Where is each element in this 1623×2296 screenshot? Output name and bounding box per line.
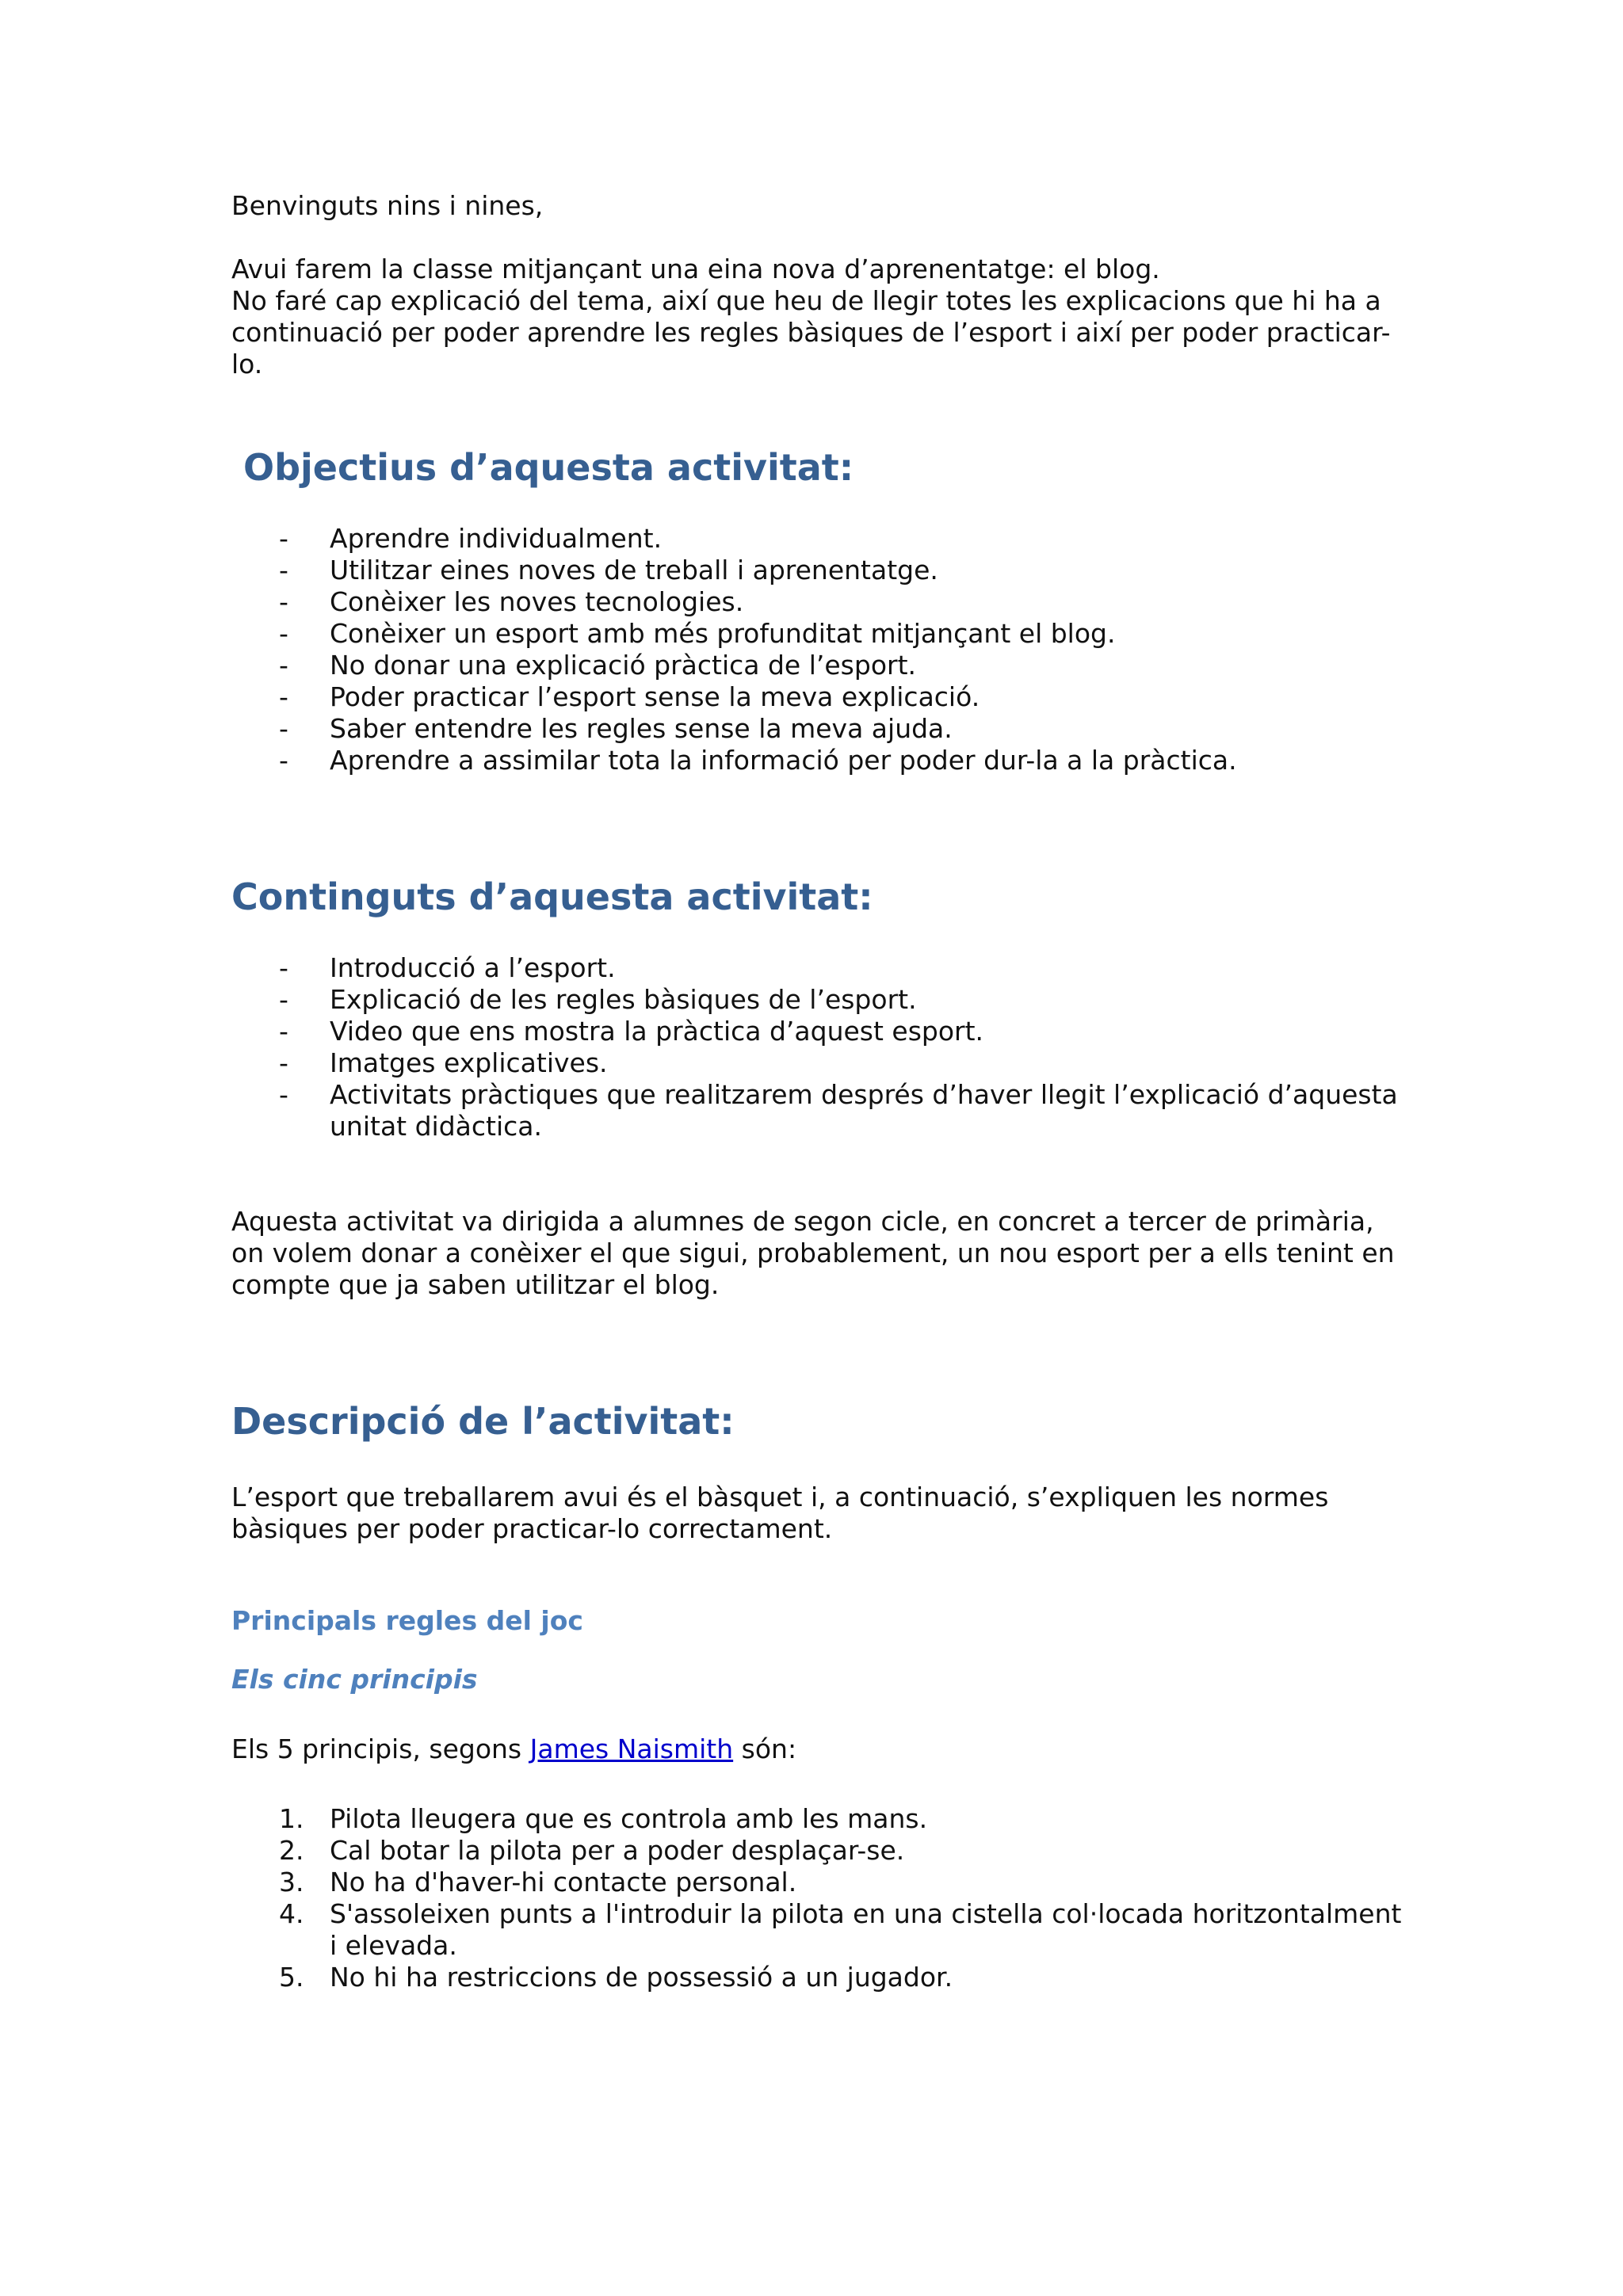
- dash-marker: -: [279, 1047, 288, 1078]
- continguts-list: [231, 952, 1404, 1142]
- principis-subheading: Els cinc principis: [231, 1664, 478, 1695]
- descripcio-heading: Descripció de l’activitat:: [231, 1400, 735, 1443]
- dash-marker: -: [279, 555, 288, 585]
- intro-block: [231, 254, 1404, 380]
- list-item: 3. No ha d'haver-hi contacte personal.: [279, 1867, 797, 1897]
- dash-marker: -: [279, 681, 288, 712]
- list-item: 2. Cal botar la pilota per a poder desplaçar-se.: [279, 1835, 905, 1866]
- continguts-heading: Continguts d’aquesta activitat:: [231, 875, 873, 918]
- list-number: 3.: [279, 1867, 304, 1897]
- dash-marker: -: [279, 650, 288, 681]
- list-item: - Utilitzar eines noves de treball i aprenentatge.: [279, 555, 938, 585]
- dash-marker: -: [279, 586, 288, 617]
- intro-line: No faré cap explicació del tema, així que heu de llegir totes les explicacions que hi ha a continuació per poder aprendre les regles bàsiques de l’esport i així per poder practicar-lo.: [231, 285, 1391, 379]
- james-naismith-link[interactable]: James Naismith: [529, 1733, 734, 1764]
- list-number: 4.: [279, 1898, 304, 1929]
- list-item: - Aprendre individualment.: [279, 523, 663, 554]
- dash-marker: -: [279, 984, 288, 1015]
- list-item: - Poder practicar l’esport sense la meva explicació.: [279, 681, 980, 712]
- list-item: - Explicació de les regles bàsiques de l’esport.: [279, 984, 917, 1015]
- principis-list: [231, 1803, 1404, 1993]
- list-item: 5. No hi ha restriccions de possessió a un jugador.: [279, 1962, 953, 1993]
- list-item: - Introducció a l’esport.: [279, 952, 616, 983]
- dash-marker: -: [279, 952, 288, 983]
- greeting: Benvinguts nins i nines,: [231, 190, 544, 221]
- list-item: 1. Pilota lleugera que es controla amb les mans.: [279, 1803, 928, 1834]
- list-item: - Saber entendre les regles sense la meva ajuda.: [279, 713, 953, 744]
- dash-marker: -: [279, 713, 288, 744]
- list-item: - Activitats pràctiques que realitzarem després d’haver llegit l’explicació d’aquesta unitat didàctica.: [279, 1079, 1398, 1142]
- audience-paragraph: Aquesta activitat va dirigida a alumnes de segon cicle, en concret a tercer de primària, on volem donar a conèixer el que sigui, probablement, un nou esport per a ells tenint en compte que ja saben utilitzar el blog.: [231, 1206, 1395, 1300]
- dash-marker: -: [279, 523, 288, 554]
- list-number: 5.: [279, 1962, 304, 1993]
- dash-marker: -: [279, 745, 288, 776]
- dash-marker: -: [279, 1016, 288, 1047]
- intro-line: Avui farem la classe mitjançant una eina nova d’aprenentatge: el blog.: [231, 254, 1160, 284]
- list-item: 4. S'assoleixen punts a l'introduir la pilota en una cistella col·locada horitzontalment i elevada.: [279, 1898, 1402, 1961]
- dash-marker: -: [279, 618, 288, 649]
- principis-intro: Els 5 principis, segons James Naismith són:: [231, 1733, 797, 1764]
- list-item: - Aprendre a assimilar tota la informació per poder dur-la a la pràctica.: [279, 745, 1237, 776]
- list-item: - Video que ens mostra la pràctica d’aquest esport.: [279, 1016, 984, 1047]
- objectius-heading: Objectius d’aquesta activitat:: [243, 446, 854, 489]
- list-item: - Conèixer les noves tecnologies.: [279, 586, 744, 617]
- list-number: 1.: [279, 1803, 304, 1834]
- list-item: - Conèixer un esport amb més profunditat mitjançant el blog.: [279, 618, 1116, 649]
- descripcio-paragraph: L’esport que treballarem avui és el bàsquet i, a continuació, s’expliquen les normes bàsiques per poder practicar-lo correctament.: [231, 1482, 1329, 1544]
- regles-heading: Principals regles del joc: [231, 1605, 583, 1636]
- dash-marker: -: [279, 1079, 288, 1110]
- list-number: 2.: [279, 1835, 304, 1866]
- objectius-list: [231, 523, 1404, 776]
- list-item: - No donar una explicació pràctica de l’esport.: [279, 650, 917, 681]
- list-item: - Imatges explicatives.: [279, 1047, 608, 1078]
